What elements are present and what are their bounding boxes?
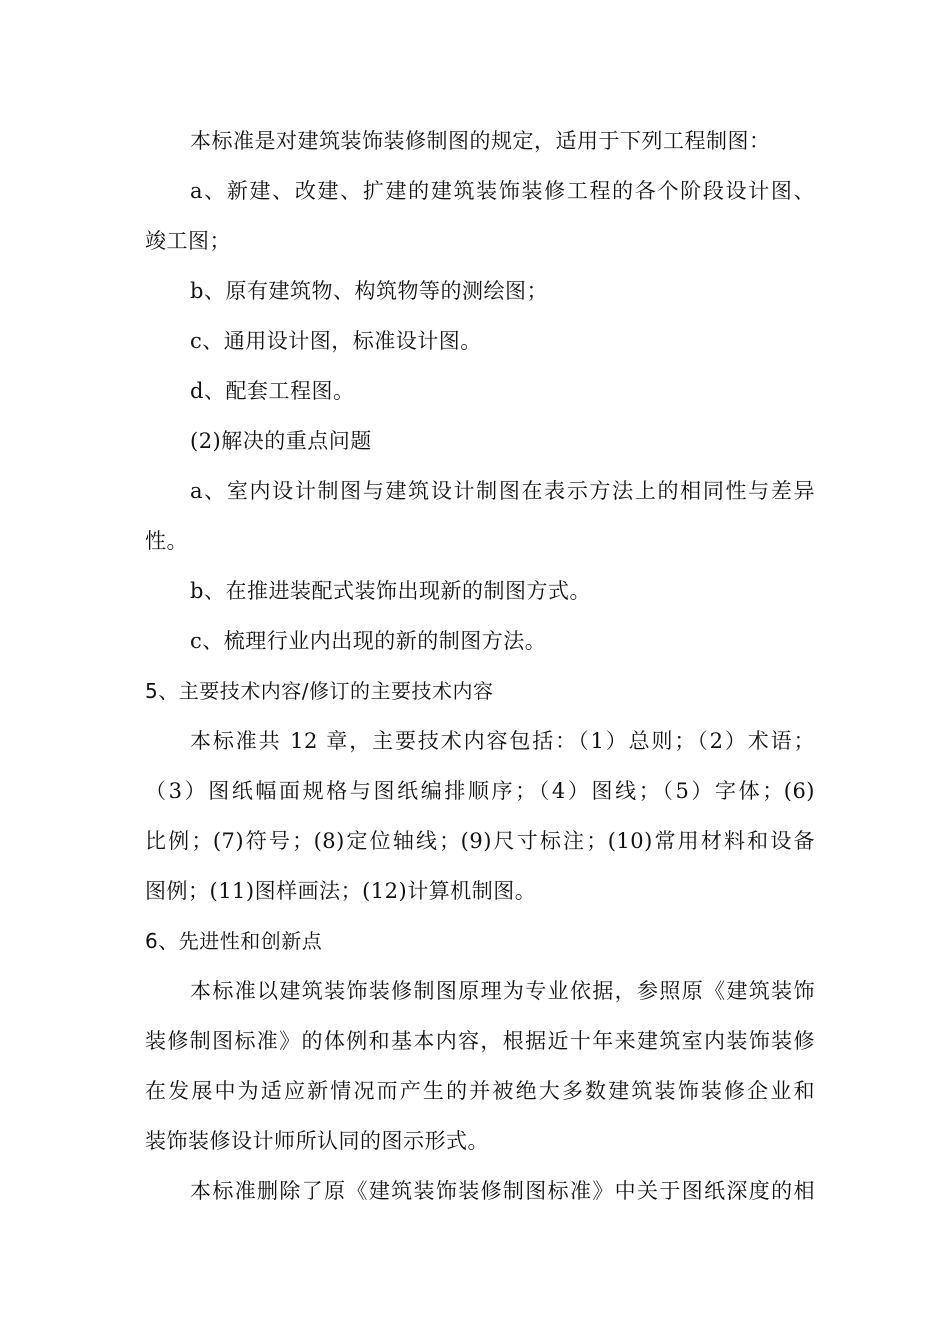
issue-item-c: c、梳理行业内出现的新的制图方法。	[190, 629, 547, 653]
list-item-d: d、配套工程图。	[190, 379, 355, 403]
paragraph-contents-line-2: （3）图纸幅面规格与图纸编排顺序；（4）图线；（5）字体；(6)	[145, 779, 815, 803]
paragraph-innovation-line-4: 装饰装修设计师所认同的图示形式。	[145, 1129, 489, 1153]
paragraph-innovation-line-2: 装修制图标准》的体例和基本内容，根据近十年来建筑室内装饰装修	[145, 1029, 815, 1053]
paragraph-contents-line-4: 图例；(11)图样画法；(12)计算机制图。	[145, 879, 537, 903]
paragraph-deletion-line-1: 本标准删除了原《建筑装饰装修制图标准》中关于图纸深度的相	[190, 1179, 815, 1203]
list-item-a-continued: 竣工图；	[145, 229, 231, 253]
list-item-b: b、原有建筑物、构筑物等的测绘图；	[190, 279, 548, 303]
paragraph-innovation-line-1: 本标准以建筑装饰装修制图原理为专业依据，参照原《建筑装饰	[190, 979, 815, 1003]
list-item-a: a、新建、改建、扩建的建筑装饰装修工程的各个阶段设计图、	[190, 179, 815, 203]
list-item-c: c、通用设计图，标准设计图。	[190, 329, 482, 353]
paragraph-contents-line-3: 比例；(7)符号；(8)定位轴线；(9)尺寸标注；(10)常用材料和设备	[145, 829, 815, 853]
paragraph-contents-line-1: 本标准共 12 章，主要技术内容包括：（1）总则；（2）术语；	[190, 729, 815, 753]
paragraph-innovation-line-3: 在发展中为适应新情况而产生的并被绝大多数建筑装饰装修企业和	[145, 1079, 815, 1103]
issue-item-b: b、在推进装配式装饰出现新的制图方式。	[190, 579, 591, 603]
subheading-key-issues: (2)解决的重点问题	[190, 429, 372, 453]
issue-item-a: a、室内设计制图与建筑设计制图在表示方法上的相同性与差异	[190, 479, 815, 503]
paragraph-intro: 本标准是对建筑装饰装修制图的规定，适用于下列工程制图：	[190, 129, 771, 153]
section-heading-5: 5、主要技术内容/修订的主要技术内容	[145, 679, 494, 703]
section-heading-6: 6、先进性和创新点	[145, 929, 323, 953]
issue-item-a-continued: 性。	[145, 529, 188, 553]
